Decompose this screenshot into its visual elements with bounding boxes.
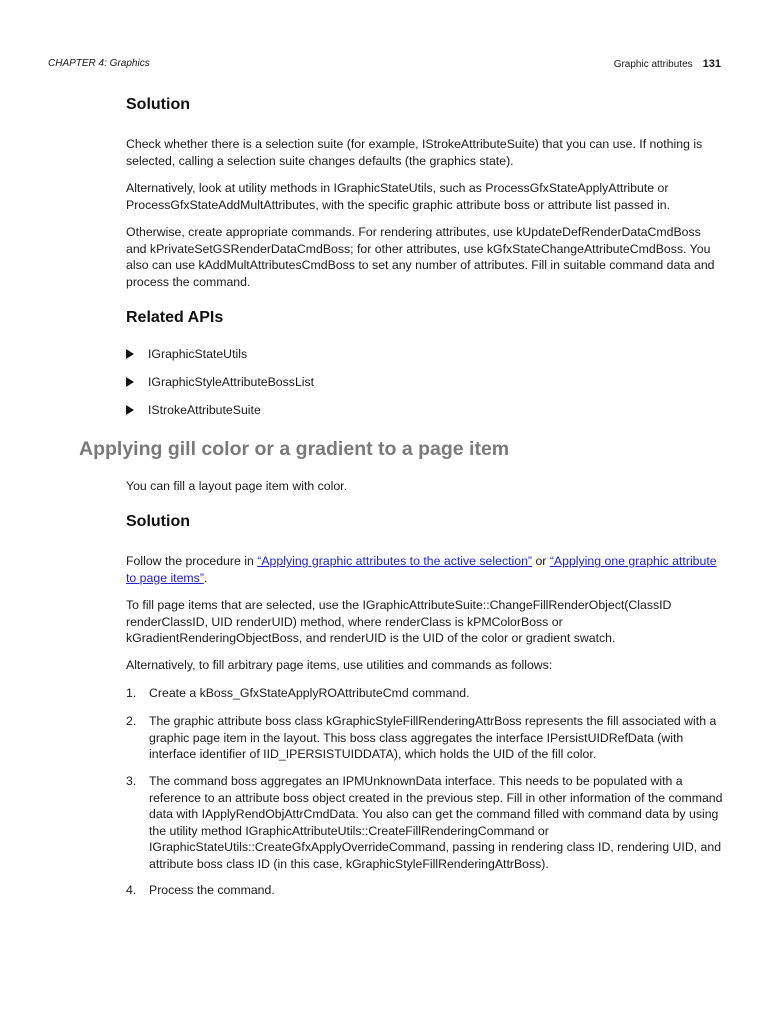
section-intro: You can fill a layout page item with color. [126,479,348,493]
section-label: Graphic attributes [613,59,693,70]
solution-paragraph-3: Otherwise, create appropriate commands. For rendering attributes, use kUpdateDefRenderDataCmdBoss and kPrivateSetGSRenderDataCmdBoss; for other attributes, use kGfxStateChangeAttributeCmdBoss. You also can use kAddMultAttributesCmdBoss to set any number of attributes. Fill in suitable command data and process the command. [126,225,715,289]
solution-heading-2: Solution [126,513,190,530]
link-one-graphic-attribute[interactable]: “Applying one graphic attribute to page items” [126,554,717,585]
header-right [614,58,721,70]
arbitrary-items-paragraph: Alternatively, to fill arbitrary page items, use utilities and commands as follows: [126,658,553,672]
solution-paragraph-1: Check whether there is a selection suite (for example, IStrokeAttributeSuite) that you can use. If nothing is selected, calling a selection suite changes defaults (the graphics state). [126,137,703,168]
follow-procedure-paragraph: Follow the procedure in “Applying graphic attributes to the active selection” or “Applying one graphic attribute to page items”. [126,554,717,585]
solution-heading: Solution [126,96,190,113]
fill-selected-paragraph: To fill page items that are selected, use the IGraphicAttributeSuite::ChangeFillRenderObject(ClassID renderClassID, UID renderUID) method, where renderClass is kPMColorBoss or kGradientRenderingObjectBoss, and renderUID is the UID of the color or gradient swatch. [126,598,672,645]
related-apis-heading: Related APIs [126,309,224,326]
bullet-triangle-icon [126,377,134,387]
section-title: Applying gill color or a gradient to a page item [79,438,510,460]
bullet-triangle-icon [126,405,134,415]
solution-paragraph-2: Alternatively, look at utility methods in IGraphicStateUtils, such as ProcessGfxStateApplyAttribute or ProcessGfxStateAddMultAttributes, with the specific graphic attribute boss or attribute list passed in. [126,181,671,212]
page-header [48,58,721,74]
related-api-item: IStrokeAttributeSuite [126,403,261,417]
link-active-selection[interactable]: “Applying graphic attributes to the active selection” [257,554,533,568]
chapter-label: CHAPTER 4: Graphics [48,58,150,69]
related-api-item: IGraphicStyleAttributeBossList [126,375,314,389]
page-number: 131 [702,58,721,70]
bullet-triangle-icon [126,349,134,359]
related-api-item: IGraphicStateUtils [126,347,247,361]
